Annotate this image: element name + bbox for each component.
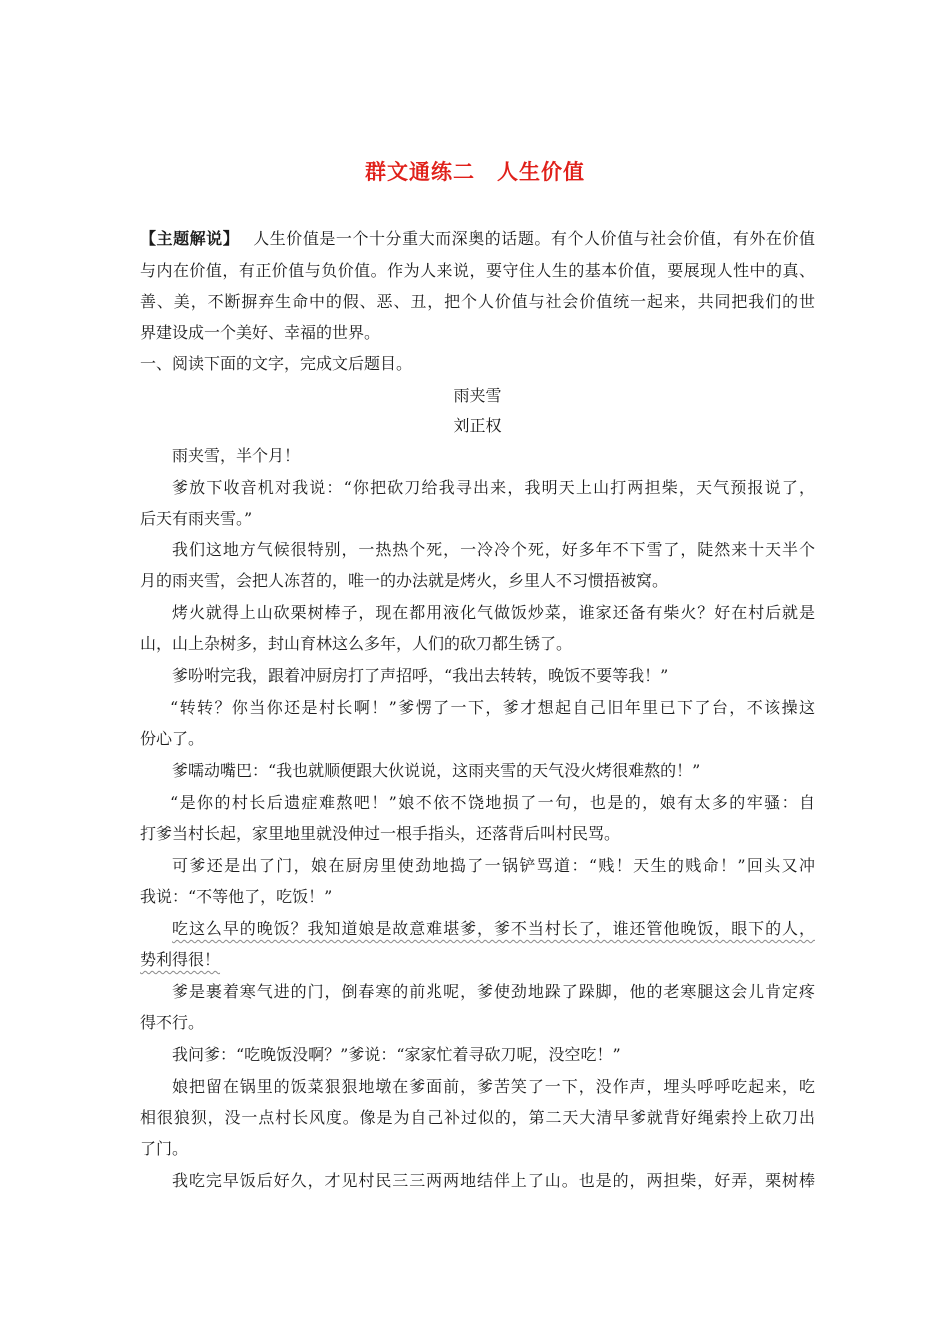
paragraph-7: 爹嚅动嘴巴：“我也就顺便跟大伙说说，这雨夹雪的天气没火烤很难熬的！” (172, 761, 701, 780)
paragraph-13-line-2: 相很狼狈，没一点村长风度。像是为自己补过似的，第二天大清早爹就背好绳索拎上砍刀出 (140, 1108, 815, 1127)
paragraph-4-line-2: 山，山上杂树多，封山育林这么多年，人们的砍刀都生锈了。 (140, 634, 573, 653)
paragraph-13-line-1: 娘把留在锅里的饭菜狠狠地墩在爹面前，爹苦笑了一下，没作声，埋头呼呼吃起来，吃 (172, 1077, 815, 1096)
intro-text: 人生价值是一个十分重大而深奥的话题。有个人价值与社会价值，有外在价值 (253, 229, 815, 248)
paragraph-8-line-1: “是你的村长后遗症难熬吧！”娘不依不饶地损了一句，也是的，娘有太多的牢骚：自 (170, 793, 815, 812)
page-title: 群文通练二 人生价值 (365, 160, 585, 184)
wavy-underlined-text: 吃这么早的晚饭？我知道娘是故意难堪爹，爹不当村长了，谁还管他晚饭，眼下的人， (172, 919, 815, 938)
paragraph-9-line-1: 可爹还是出了门，娘在厨房里使劲地捣了一锅铲骂道：“贱！天生的贱命！”回头又冲 (172, 856, 815, 875)
paragraph-13-line-3: 了门。 (140, 1139, 189, 1158)
paragraph-2-line-1: 爹放下收音机对我说：“你把砍刀给我寻出来，我明天上山打两担柴，天气预报说了， (172, 478, 815, 497)
paragraph-10-line-2 (140, 950, 815, 970)
paragraph-6-line-1: “转转？你当你还是村长啊！”爹愣了一下，爹才想起自己旧年里已下了台，不该操这 (170, 698, 815, 717)
paragraph-3-line-2: 月的雨夹雪，会把人冻苕的，唯一的办法就是烤火，乡里人不习惯捂被窝。 (140, 571, 669, 590)
story-author: 刘正权 (453, 416, 502, 435)
intro-line-4: 界建设成一个美好、幸福的世界。 (140, 323, 381, 342)
wavy-underlined-text: 势利得很！ (140, 950, 221, 969)
intro-label: 【主题解说】 (140, 229, 240, 248)
story-title: 雨夹雪 (453, 386, 502, 405)
paragraph-6-line-2: 份心了。 (140, 729, 205, 748)
paragraph-10-line-1 (140, 919, 815, 939)
paragraph-4-line-1: 烤火就得上山砍栗树棒子，现在都用液化气做饭炒菜，谁家还备有柴火？好在村后就是 (172, 603, 815, 622)
paragraph-11-line-1: 爹是裹着寒气进的门，倒春寒的前兆呢，爹使劲地跺了跺脚，他的老寒腿这会儿肯定疼 (172, 982, 815, 1001)
paragraph-8-line-2: 打爹当村长起，家里地里就没伸过一根手指头，还落背后叫村民骂。 (140, 824, 621, 843)
paragraph-3-line-1: 我们这地方气候很特别，一热热个死，一冷冷个死，好多年不下雪了，陡然来十天半个 (172, 540, 815, 559)
intro-line-3: 善、美，不断摒弃生命中的假、恶、丑，把个人价值与社会价值统一起来，共同把我们的世 (140, 292, 815, 311)
paragraph-5: 爹吩咐完我，跟着冲厨房打了声招呼，“我出去转转，晚饭不要等我！” (172, 666, 669, 685)
paragraph-14-line-1: 我吃完早饭后好久，才见村民三三两两地结伴上了山。也是的，两担柴，好弄，栗树棒 (172, 1171, 815, 1190)
intro-line-1 (140, 229, 815, 249)
paragraph-2-line-2: 后天有雨夹雪。” (140, 509, 253, 528)
paragraph-12: 我问爹：“吃晚饭没啊？”爹说：“家家忙着寻砍刀呢，没空吃！” (172, 1045, 621, 1064)
paragraph-1: 雨夹雪，半个月！ (172, 446, 301, 465)
intro-line-2: 与内在价值，有正价值与负价值。作为人来说，要守住人生的基本价值，要展现人性中的真、 (140, 261, 815, 280)
paragraph-11-line-2: 得不行。 (140, 1013, 205, 1032)
instruction: 一、阅读下面的文字，完成文后题目。 (140, 354, 413, 373)
paragraph-9-line-2: 我说：“不等他了，吃饭！” (140, 887, 333, 906)
